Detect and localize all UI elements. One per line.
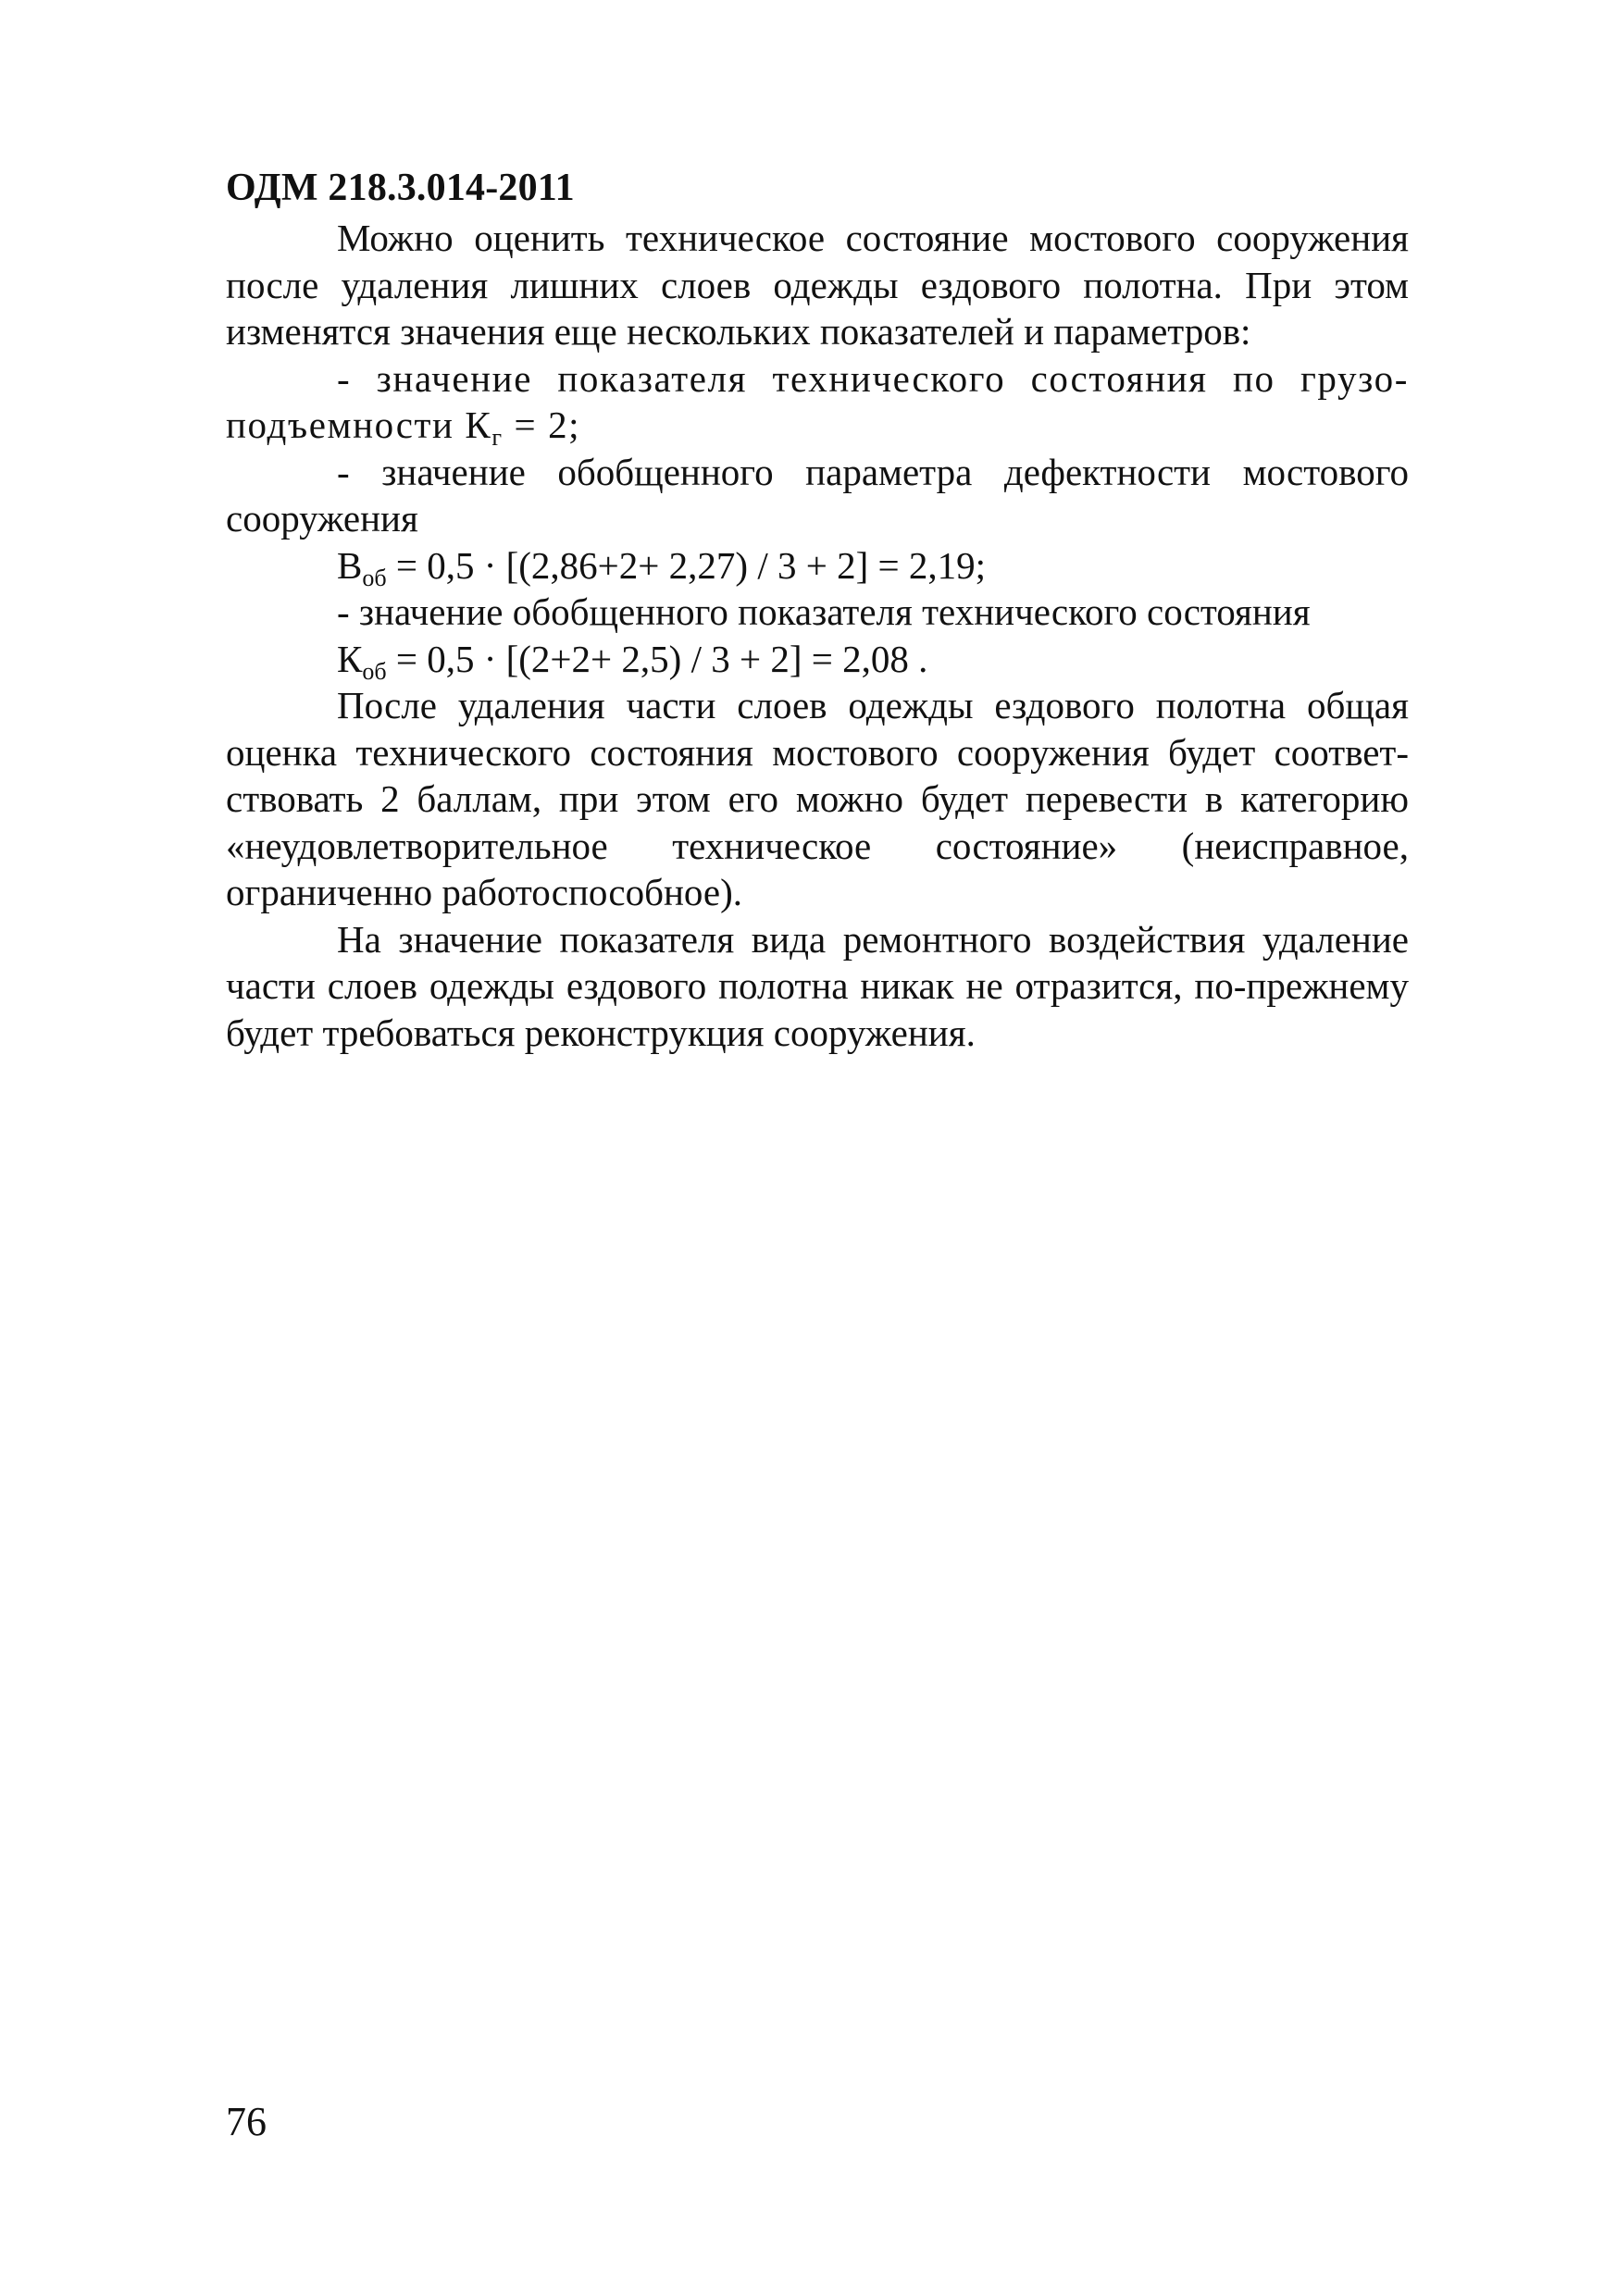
formula-k-subscript: об — [362, 657, 387, 685]
list-item-load-capacity — [226, 355, 1409, 449]
document-body — [226, 215, 1409, 1056]
formula-k-ob — [226, 636, 1409, 683]
paragraph-intro: Можно оценить техническое состояние мостового сооружения после удаления лишних слоев одежды ездового полотна. При этом изменятся значения еще нескольких показателей и параметров: — [226, 217, 1409, 353]
formula-k-symbol: К — [337, 637, 363, 680]
formula-k-expression: = 0,5 · [(2+2+ 2,5) / 3 + 2] = 2,08 . — [386, 637, 928, 680]
paragraph-repair: На значение показателя вида ремонтного воздействия удаление части слоев одежды ездового полотна никак не отразится, по-прежнему будет требоваться реконструкция сооружения. — [226, 917, 1409, 1054]
list-item-load-capacity-text: - значение показателя технического состояния по грузо-подъемности К — [226, 356, 1409, 446]
list-item-general-indicator: - значение обобщенного показателя технического состояния — [337, 590, 1311, 633]
subscript-g: г — [491, 424, 504, 451]
page-number: 76 — [226, 2099, 267, 2144]
formula-b-expression: = 0,5 · [(2,86+2+ 2,27) / 3 + 2] = 2,19; — [386, 543, 987, 587]
formula-b-symbol: В — [337, 543, 363, 587]
list-item-defect-parameter: - значение обобщенного параметра дефектности мостового сооружения — [226, 450, 1409, 540]
formula-b-ob — [226, 542, 1409, 590]
formula-b-subscript: об — [362, 564, 387, 591]
document-code-header: ОДМ 218.3.014-2011 — [226, 167, 575, 209]
paragraph-assessment: После удаления части слоев одежды ездового полотна общая оценка технического состояния мостового сооружения будет соответ-ствовать 2 баллам, при этом его можно будет перевести в категорию «неудовлетворительное техническое состояние» (неисправное, ограниченно работоспособное). — [226, 684, 1409, 913]
list-item-load-capacity-value: = 2; — [503, 403, 581, 446]
